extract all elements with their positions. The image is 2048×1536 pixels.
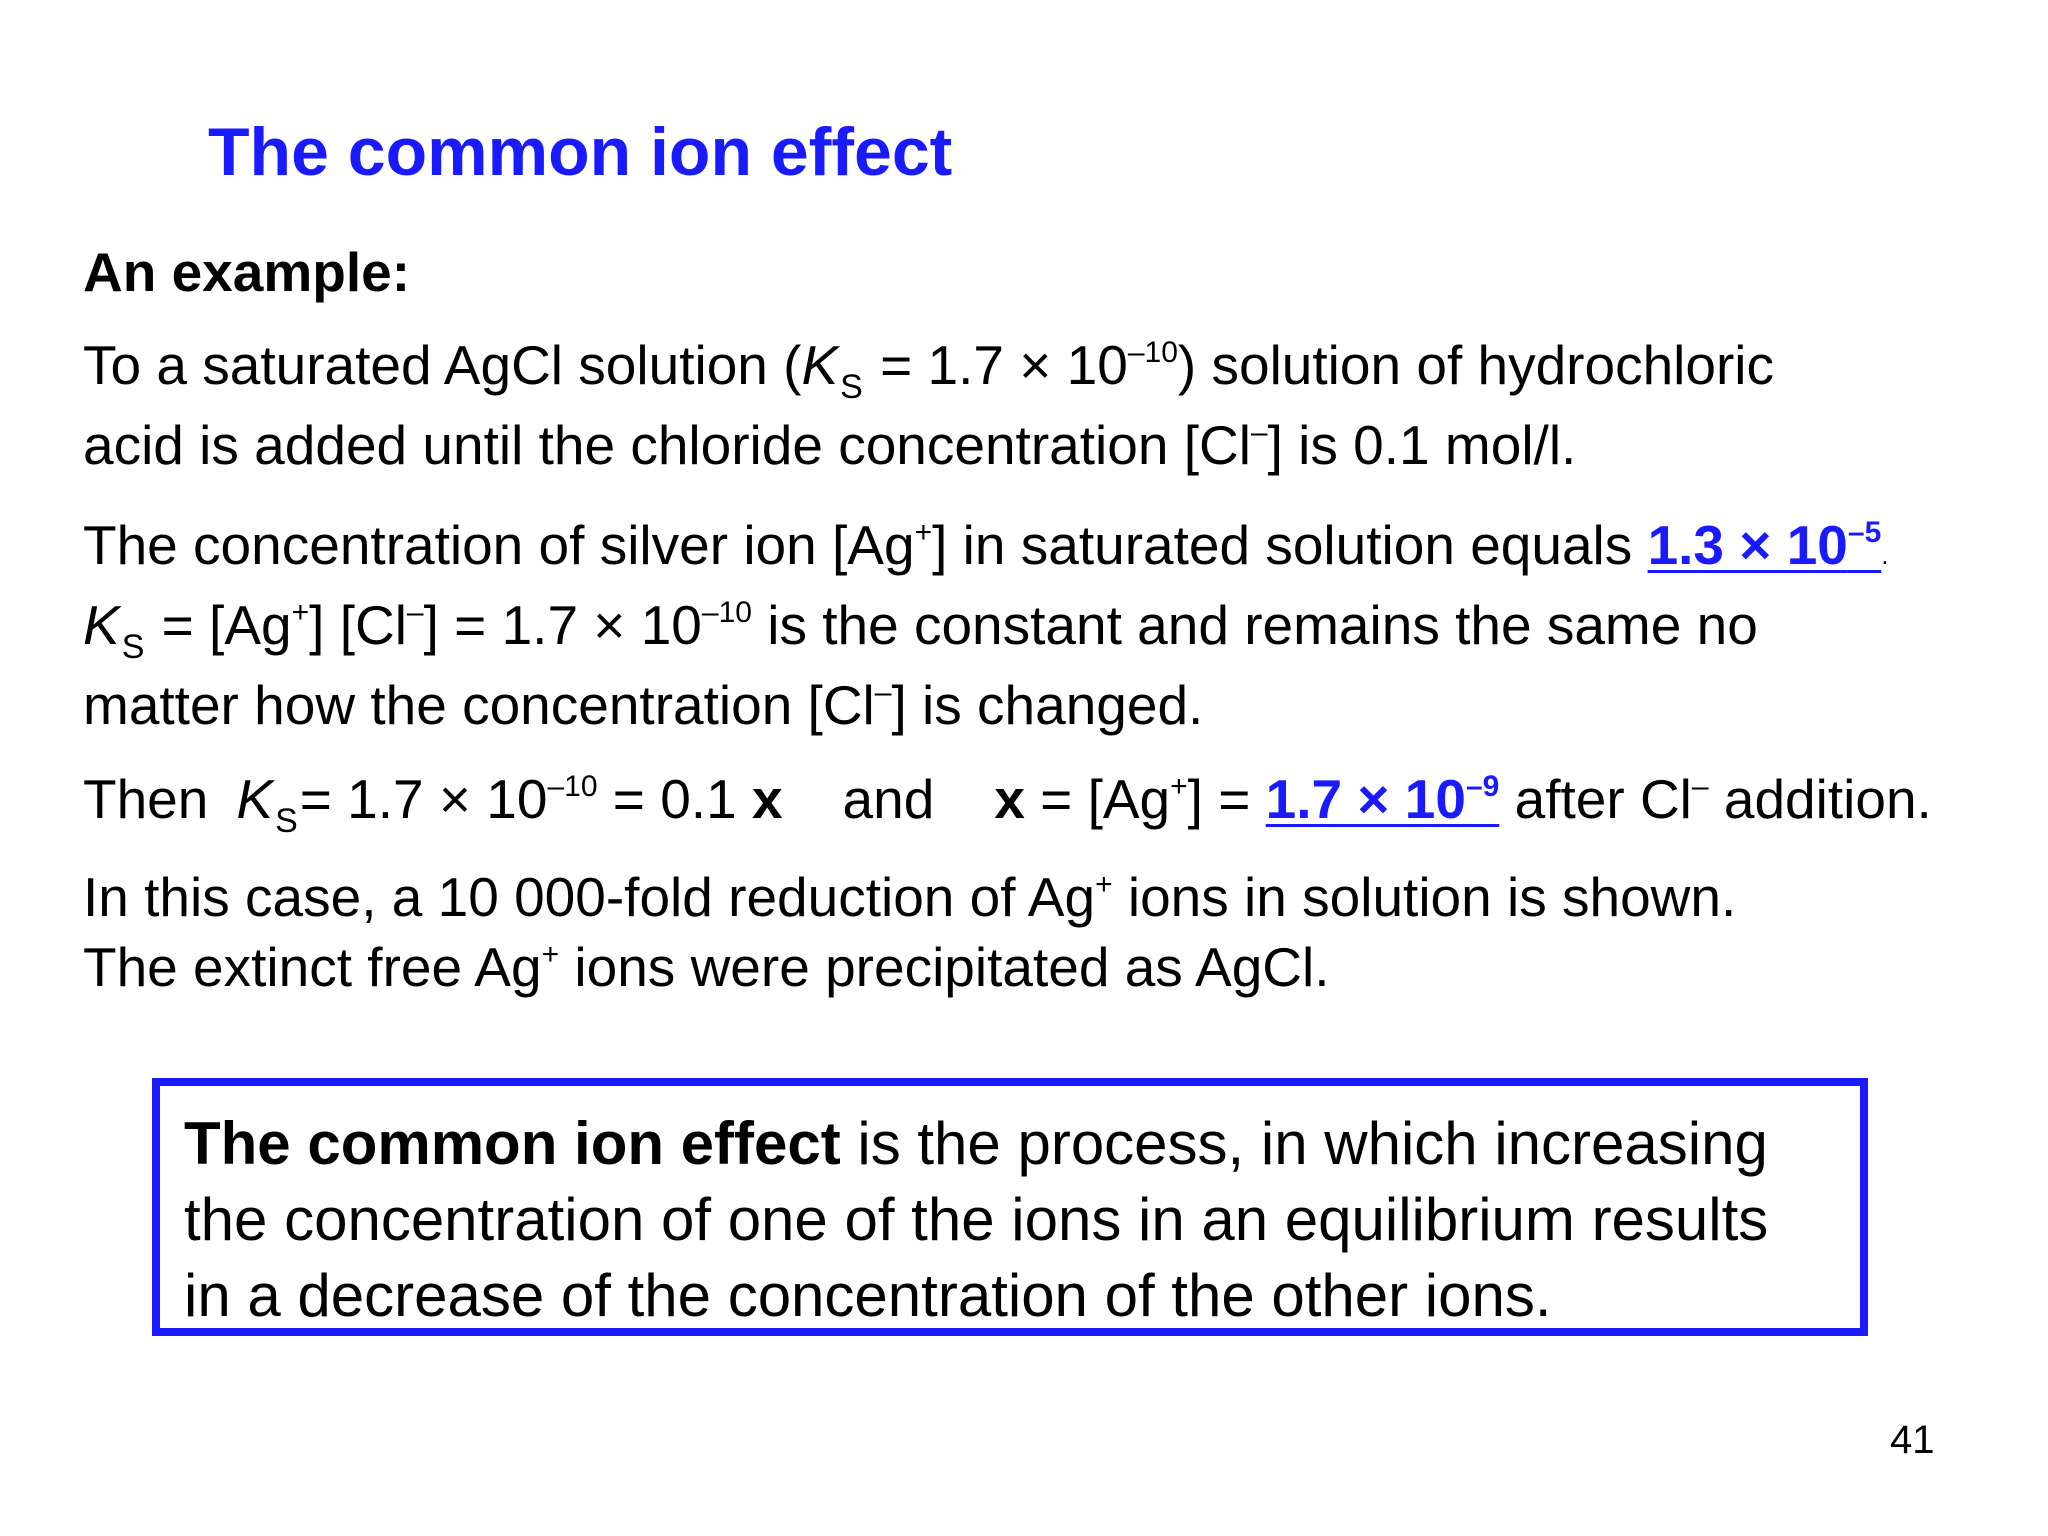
slide-title: The common ion effect <box>208 114 953 190</box>
superscript: + <box>291 596 310 629</box>
text: acid is added until the chloride concentration [Cl <box>83 414 1251 476</box>
definition-line2: the concentration of one of the ions in an equilibrium results <box>184 1186 1769 1253</box>
para4-line <box>83 768 1932 840</box>
text: ] in saturated solution equals <box>932 514 1648 576</box>
definition-term: The common ion effect <box>184 1110 841 1177</box>
text: ] is changed. <box>891 674 1204 736</box>
text: ) solution of hydrochloric <box>1177 334 1775 396</box>
para3-line2 <box>83 674 1204 736</box>
example-heading: An example: <box>83 241 411 303</box>
text: = 0.1 <box>597 768 752 830</box>
text: addition. <box>1708 768 1932 830</box>
superscript: + <box>541 938 560 971</box>
answer-exponent: –9 <box>1465 770 1500 803</box>
para1-line1 <box>83 334 1775 406</box>
subscript: S <box>840 368 863 406</box>
variable-x: x <box>751 768 783 830</box>
superscript: – <box>1691 770 1709 803</box>
superscript: + <box>914 516 933 549</box>
period: . <box>1881 540 1889 570</box>
para1-line2 <box>83 414 1577 476</box>
subscript: S <box>121 628 145 666</box>
then-word: Then <box>83 768 209 830</box>
text: ] = 1.7 × 10 <box>423 594 702 656</box>
answer-exponent: –5 <box>1847 516 1882 549</box>
text: matter how the concentration [Cl <box>83 674 875 736</box>
superscript: – <box>406 596 424 629</box>
para3-line1 <box>83 594 1758 666</box>
text: is the constant and remains the same no <box>751 594 1758 656</box>
and-word: and <box>842 768 935 830</box>
text: In this case, a 10 000-fold reduction of Ag <box>83 866 1096 928</box>
answer-base: 1.7 × 10 <box>1265 768 1466 830</box>
text: = [Ag <box>146 594 292 656</box>
answer-ag-after-addition <box>1266 768 1500 830</box>
text: ions in solution is shown. <box>1112 866 1737 928</box>
definition-box <box>152 1078 1868 1336</box>
text: = [Ag <box>1024 768 1171 830</box>
superscript: – <box>874 676 892 709</box>
variable-x: x <box>994 768 1025 830</box>
exponent: –10 <box>701 596 752 629</box>
answer-ag-saturated <box>1648 514 1882 576</box>
text: The extinct free Ag <box>83 936 542 998</box>
para5-line2 <box>83 936 1330 998</box>
para2-line <box>83 514 1889 576</box>
superscript: – <box>1250 416 1268 449</box>
text: = 1.7 × 10 <box>864 334 1128 396</box>
text: The concentration of silver ion [Ag <box>83 514 915 576</box>
superscript: + <box>1170 770 1188 803</box>
page-number: 41 <box>1890 1418 1935 1462</box>
ks-symbol: K <box>236 768 274 830</box>
exponent: –10 <box>547 770 598 803</box>
text: is the process, in which increasing <box>840 1110 1768 1177</box>
definition-line1 <box>184 1110 1768 1177</box>
superscript: + <box>1095 868 1113 901</box>
text: after Cl <box>1499 768 1692 830</box>
ks-symbol: K <box>83 594 120 656</box>
text: = 1.7 × 10 <box>299 768 548 830</box>
text: ] [Cl <box>309 594 407 656</box>
subscript: S <box>275 802 298 840</box>
answer-base: 1.3 × 10 <box>1647 514 1848 576</box>
definition-line3: in a decrease of the concentration of the other ions. <box>184 1262 1552 1329</box>
exponent: –10 <box>1127 336 1178 369</box>
text: ] is 0.1 mol/l. <box>1267 414 1577 476</box>
para5-line1 <box>83 866 1737 928</box>
text: ] = <box>1187 768 1266 830</box>
text: ions were precipitated as AgCl. <box>559 936 1330 998</box>
text: To a saturated AgCl solution ( <box>83 334 802 396</box>
ks-symbol: K <box>801 334 839 396</box>
